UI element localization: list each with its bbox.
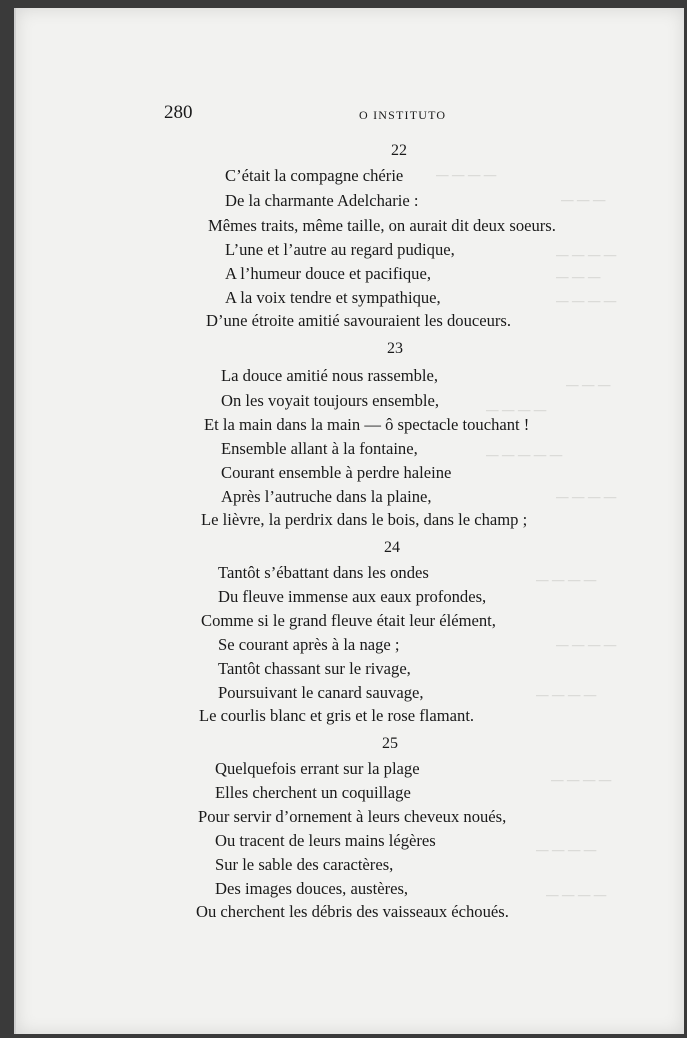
verse-line: Et la main dans la main — ô spectacle touchant ! xyxy=(204,415,530,434)
verse-line: Le lièvre, la perdrix dans le bois, dans le champ ; xyxy=(201,510,528,529)
stanza-number: 22 xyxy=(391,142,407,159)
verse-line: Tantôt chassant sur le rivage, xyxy=(218,659,411,678)
verse-line: Du fleuve immense aux eaux profondes, xyxy=(218,587,487,606)
book-page: — — — — — — — — — — — — — — — — — — — — — — — — — — — — — — — — — — — — — — — — — — — — — — — — — — — — — — — — — — 280 O INSTITUTO 22 C’était la compagne chérie De la charmante Adelcharie : Mêmes traits, même taille, on aurait dit deux soeurs. L’une et l’autre au regard pudique, A l’humeur douce et pacifique, A la voix tendre et sympathique, D’une étroite amitié savouraient les douceurs. 23 La douce amitié nous rassemble, On les voyait toujours ensemble, Et la main dans la main — ô spectacle touchant ! Ensemble allant à la fontaine, Courant ensemble à perdre haleine Après l’autruche dans la plaine, Le lièvre, la perdrix dans le bois, dans le champ ; 24 Tantôt s’ébattant dans les ondes Du fleuve immense aux eaux profondes, Comme si le grand fleuve était leur élément, Se courant après à la nage ; Tantôt chassant sur le rivage, Poursuivant le canard sauvage, Le courlis blanc et gris et le rose flamant. 25 Quelquefois errant sur la plage Elles cherchent un coquillage Pour servir d’ornement à leurs cheveux noués, Ou tracent de leurs mains légères Sur le sable des caractères, Des images douces, austères, Ou cherchent les débris des vaisseaux échoués. xyxy=(14,8,684,1034)
verse-line: Des images douces, austères, xyxy=(215,879,409,898)
verse-line: La douce amitié nous rassemble, xyxy=(221,366,439,385)
verse-line: On les voyait toujours ensemble, xyxy=(221,391,439,410)
verse-line: Se courant après à la nage ; xyxy=(218,635,400,654)
verse-line: Elles cherchent un coquillage xyxy=(215,783,411,802)
verse-line: C’était la compagne chérie xyxy=(225,166,404,185)
verse-line: Sur le sable des caractères, xyxy=(215,855,394,874)
stanza-number: 23 xyxy=(387,340,403,357)
verse-line: Courant ensemble à perdre haleine xyxy=(221,463,452,482)
verse-line: A l’humeur douce et pacifique, xyxy=(225,264,431,283)
verse-line: A la voix tendre et sympathique, xyxy=(225,288,441,307)
verse-line: Mêmes traits, même taille, on aurait dit deux soeurs. xyxy=(208,216,556,235)
verse-line: L’une et l’autre au regard pudique, xyxy=(225,240,455,259)
verse-line: Ou cherchent les débris des vaisseaux échoués. xyxy=(196,902,509,921)
verse-line: Pour servir d’ornement à leurs cheveux noués, xyxy=(198,807,507,826)
running-title: O INSTITUTO xyxy=(359,108,447,122)
page-number: 280 xyxy=(164,102,193,123)
verse-line: Quelquefois errant sur la plage xyxy=(215,759,420,778)
verse-line: Ou tracent de leurs mains légères xyxy=(215,831,436,850)
verse-line: Tantôt s’ébattant dans les ondes xyxy=(218,563,429,582)
verse-line: Comme si le grand fleuve était leur élément, xyxy=(201,611,496,630)
verse-line: Le courlis blanc et gris et le rose flamant. xyxy=(199,706,475,725)
verse-line: De la charmante Adelcharie : xyxy=(225,191,419,210)
verse-line: Après l’autruche dans la plaine, xyxy=(221,487,432,506)
verse-line: D’une étroite amitié savouraient les douceurs. xyxy=(206,311,512,330)
stanza-number: 24 xyxy=(384,539,400,556)
stanza-number: 25 xyxy=(382,735,398,752)
verse-line: Ensemble allant à la fontaine, xyxy=(221,439,418,458)
verse-line: Poursuivant le canard sauvage, xyxy=(218,683,424,702)
